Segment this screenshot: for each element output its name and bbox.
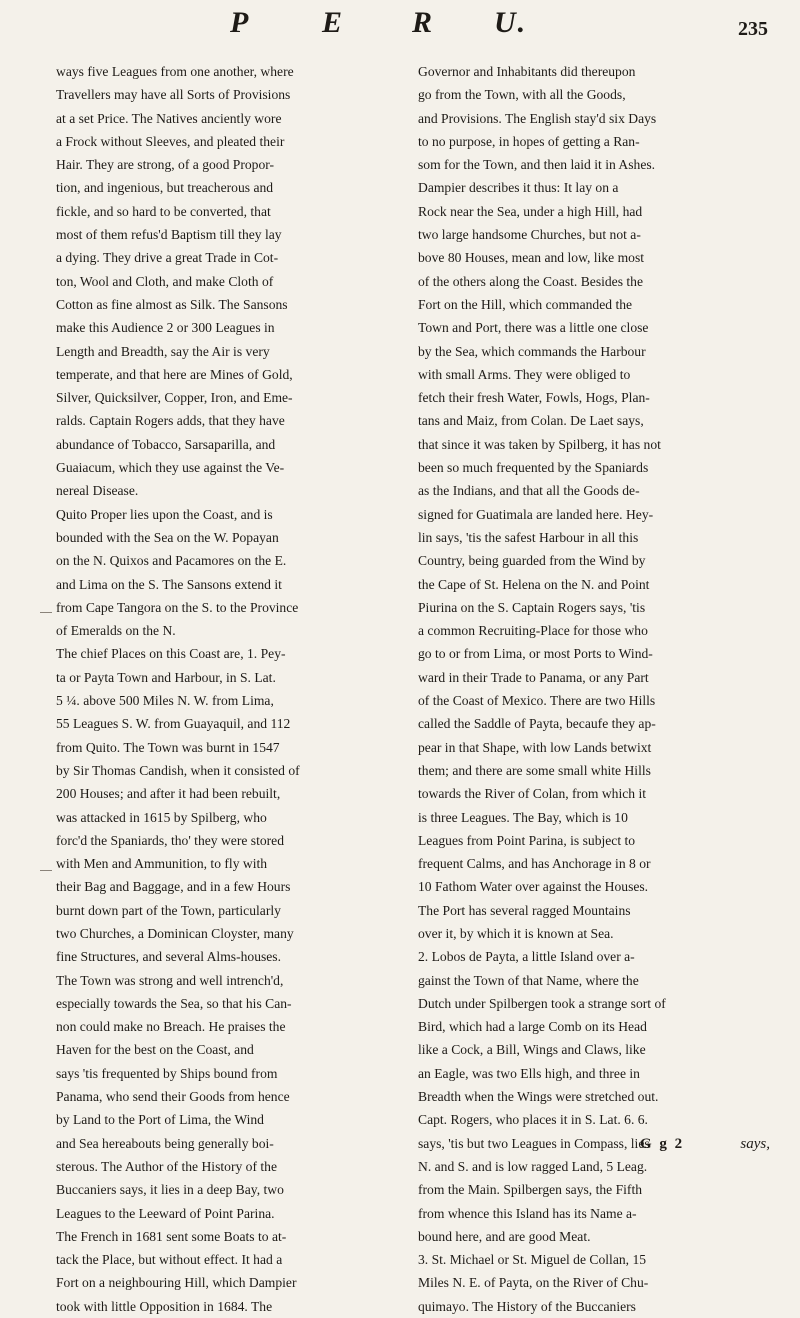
right-text-column: Governor and Inhabitants did thereupon go from the Town, with all the Goods, and Provisions. The English stay'd six Days to no purpose, in hopes of getting a Ran- som for the Town, and then laid it in Ashes. Dampier describes it thus: It lay on a Rock near the Sea, under a high Hill, had two large handsome Churches, but not a- bove 80 Houses, mean and low, like most of the others along the Coast. Besides the Fort on the Hill, which commanded the Town and Port, there was a little one close by the Sea, which commands the Harbour with small Arms. They were obliged to fetch their fresh Water, Fowls, Hogs, Plan- tans and Maiz, from Colan. De Laet says, that since it was taken by Spilberg, it has not been so much frequented by the Spaniards as the Indians, and that all the Goods de- signed for Guatimala are landed here. Hey- lin says, 'tis the safest Harbour in all this Country, being guarded from the Wind by the Cape of St. Helena on the N. and Point Piurina on the S. Captain Rogers says, 'tis a common Recruiting-Place for those who go to or from Lima, or most Ports to Wind- ward in their Trade to Panama, or any Part of the Coast of Mexico. There are two Hills called the Saddle of Payta, becaufe they ap- pear in that Shape, with low Lands betwixt them; and there are some small white Hills towards the River of Colan, from which it is three Leagues. The Bay, which is 10 Leagues from Point Parina, is subject to frequent Calms, and has Anchorage in 8 or 10 Fathom Water over against the Houses. The Port has several ragged Mountains over it, by which it is known at Sea. 2. Lobos de Payta, a little Island over a- gainst the Town of that Name, where the Dutch under Spilbergen took a strange sort of Bird, which had a large Comb on its Head like a Cock, a Bill, Wings and Claws, like an Eagle, was two Ells high, and three in Breadth when the Wings were stretched out. Capt. Rogers, who places it in S. Lat. 6. 6. says, 'tis but two Leagues in Compass, lies N. and S. and is low ragged Land, 5 Leag. from the Main. Spilbergen says, the Fifth from whence this Island has its Name a- bound here, and are good Meat. 3. St. Michael or St. Miguel de Collan, 15 Miles N. E. of Payta, on the River of Chu- quimayo. The History of the Buccaniers [418,64,666,1314]
running-head-letter: E [322,6,345,39]
page-number: 235 [738,18,768,40]
running-head-letter: P [230,6,251,39]
running-head-letter: U. [494,6,528,39]
running-head [0,6,800,58]
margin-bracket [40,870,52,871]
signature-mark: G g 2 [640,1136,685,1152]
page-footer [640,1136,770,1153]
margin-bracket [40,612,52,613]
left-text-column: ways five Leagues from one another, where Travellers may have all Sorts of Provisions at a set Price. The Natives anciently wore a Frock without Sleeves, and pleated their Hair. They are strong, of a good Propor- tion, and ingenious, but treacherous and fickle, and so hard to be converted, that most of them refus'd Baptism till they lay a dying. They drive a great Trade in Cot- ton, Wool and Cloth, and make Cloth of Cotton as fine almost as Silk. The Sansons make this Audience 2 or 300 Leagues in Length and Breadth, say the Air is very temperate, and that here are Mines of Gold, Silver, Quicksilver, Copper, Iron, and Eme- ralds. Captain Rogers adds, that they have abundance of Tobacco, Sarsaparilla, and Guaiacum, which they use against the Ve- nereal Disease. Quito Proper lies upon the Coast, and is bounded with the Sea on the W. Popayan on the N. Quixos and Pacamores on the E. and Lima on the S. The Sansons extend it from Cape Tangora on the S. to the Province of Emeralds on the N. The chief Places on this Coast are, 1. Pey- ta or Payta Town and Harbour, in S. Lat. 5 ¼. above 500 Miles N. W. from Lima, 55 Leagues S. W. from Guayaquil, and 112 from Quito. The Town was burnt in 1547 by Sir Thomas Candish, when it consisted of 200 Houses; and after it had been rebuilt, was attacked in 1615 by Spilberg, who forc'd the Spaniards, tho' they were stored with Men and Ammunition, to fly with their Bag and Baggage, and in a few Hours burnt down part of the Town, particularly two Churches, a Dominican Cloyster, many fine Structures, and several Alms-houses. The Town was strong and well intrench'd, especially towards the Sea, so that his Can- non could make no Breach. He praises the Haven for the best on the Coast, and says 'tis frequented by Ships bound from Panama, who send their Goods from hence by Land to the Port of Lima, the Wind and Sea hereabouts being generally boi- sterous. The Author of the History of the Buccaniers says, it lies in a deep Bay, two Leagues to the Leeward of Point Parina. The French in 1681 sent some Boats to at- tack the Place, but without effect. It had a Fort on a neighbouring Hill, which Dampier took with little Opposition in 1684. The [56,64,300,1314]
running-head-letter: R [412,6,435,39]
catchword: says, [740,1136,770,1152]
